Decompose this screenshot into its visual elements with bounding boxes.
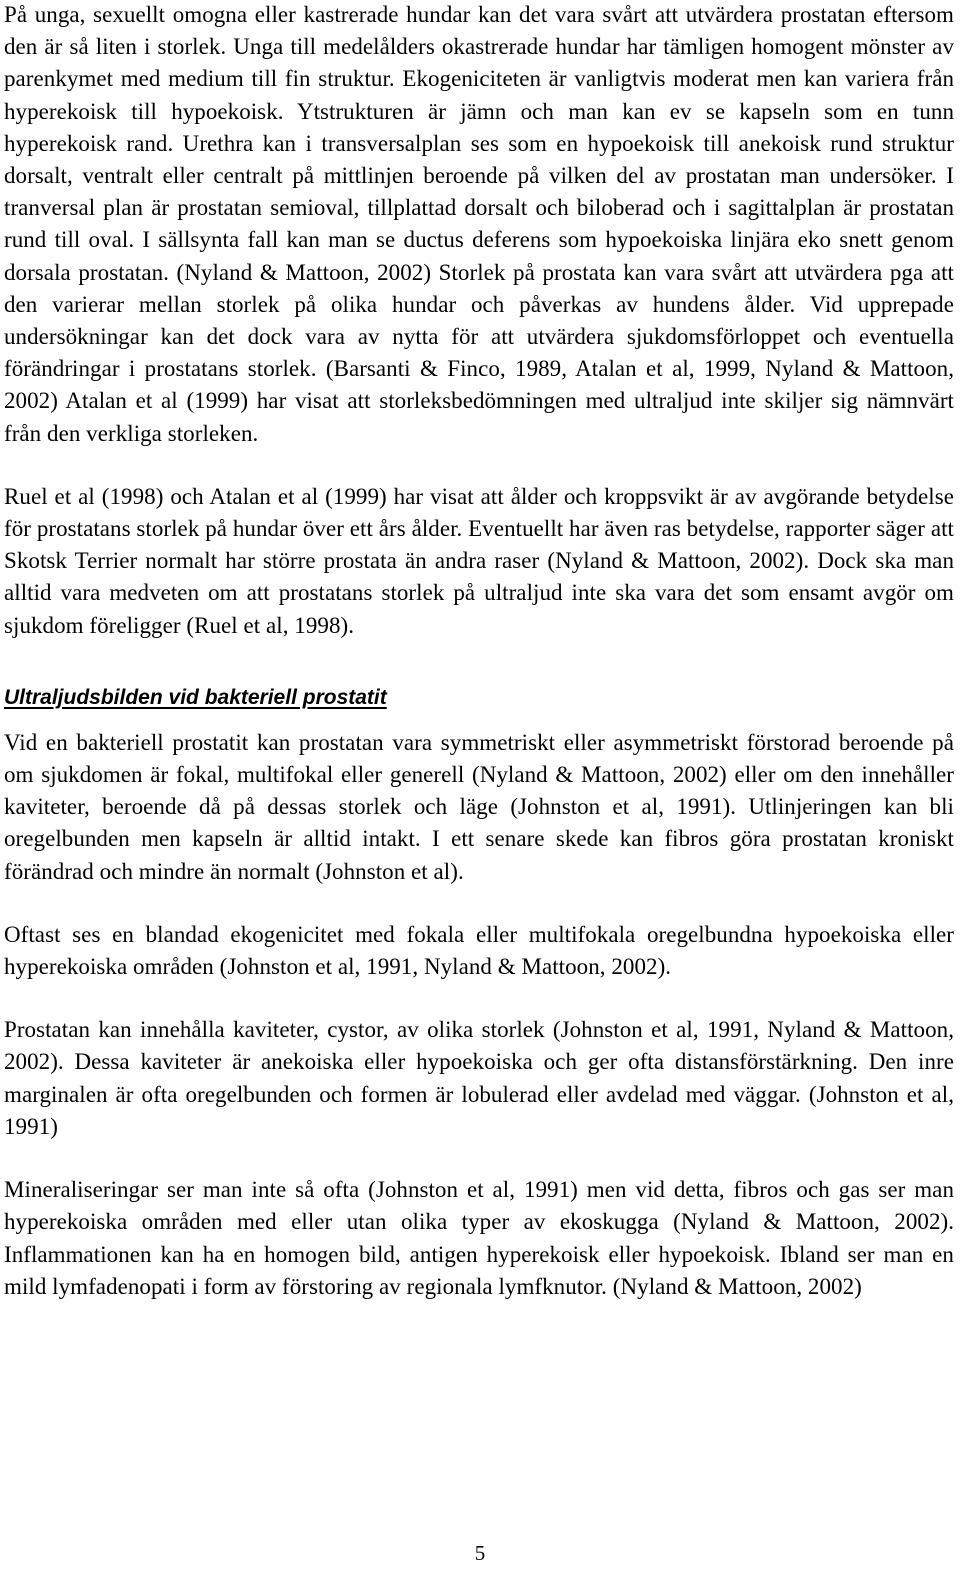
paragraph-echogenicity: Oftast ses en blandad ekogenicitet med fokala eller multifokala oregelbundna hypoekoiska eller hyperekoiska områden (Johnston et al, 1991, Nyland & Mattoon, 2002).	[4, 921, 954, 980]
paragraph-mineralization: Mineraliseringar ser man inte så ofta (Johnston et al, 1991) men vid detta, fibros och gas ser man hyperekoiska områden med eller utan olika typer av ekoskugga (Nyland & Mattoon, 2002). Inflammationen kan ha en homogen bild, antigen hyperekoisk eller hypoekoisk. Ibland ser man en mild lymfadenopati i form av förstoring av regionala lymfknutor. (Nyland & Mattoon, 2002)	[4, 1177, 954, 1299]
page-number: 5	[474, 1541, 486, 1565]
paragraph-prostate-size-factors: Ruel et al (1998) och Atalan et al (1999) har visat att ålder och kroppsvikt är av avgörande betydelse för prostatans storlek på hundar över ett års ålder. Eventuellt har även ras betydelse, rapporter säger att Skotsk Terrier normalt har större prostata än andra raser (Nyland & Mattoon, 2002). Dock ska man alltid vara medveten om att prostatans storlek på ultraljud inte ska vara det som ensamt avgör om sjukdom föreligger (Ruel et al, 1998).	[4, 483, 954, 638]
paragraph-cavities: Prostatan kan innehålla kaviteter, cystor, av olika storlek (Johnston et al, 1991, Nyland & Mattoon, 2002). Dessa kaviteter är anekoiska eller hypoekoiska och ger ofta distansförstärkning. Den inre marginalen är ofta oregelbunden och formen är lobulerad eller avdelad med väggar. (Johnston et al, 1991)	[4, 1017, 954, 1139]
document-page	[4, 0, 954, 1303]
section-heading: Ultraljudsbilden vid bakteriell prostatit	[4, 685, 387, 709]
paragraph-bacterial-prostatitis-shape: Vid en bakteriell prostatit kan prostatan vara symmetriskt eller asymmetriskt förstorad beroende på om sjukdomen är fokal, multifokal eller generell (Nyland & Mattoon, 2002) eller om den innehåller kaviteter, beroende då på dessas storlek och läge (Johnston et al, 1991). Utlinjeringen kan bli oregelbunden men kapseln är alltid intakt. I ett senare skede kan fibros göra prostatan kroniskt förändrad och mindre än normalt (Johnston et al).	[4, 729, 954, 884]
paragraph-prostate-normal-anatomy: På unga, sexuellt omogna eller kastrerade hundar kan det vara svårt att utvärdera prostatan eftersom den är så liten i storlek. Unga till medelålders okastrerade hundar har tämligen homogent mönster av parenkymet med medium till fin struktur. Ekogeniciteten är vanligtvis moderat men kan variera från hyperekoisk till hypoekoisk. Ytstrukturen är jämn och man kan ev se kapseln som en tunn hyperekoisk rand. Urethra kan i transversalplan ses som en hypoekoisk till anekoisk rund struktur dorsalt, ventralt eller centralt på mittlinjen beroende på vilken del av prostatan man undersöker. I tranversal plan är prostatan semioval, tillplattad dorsalt och biloberad och i sagittalplan är prostatan rund till oval. I sällsynta fall kan man se ductus deferens som hypoekoiska linjära eko snett genom dorsala prostatan. (Nyland & Mattoon, 2002) Storlek på prostata kan vara svårt att utvärdera pga att den varierar mellan storlek på olika hundar och påverkas av hundens ålder. Vid upprepade undersökningar kan det dock vara av nytta för att utvärdera sjukdomsförloppet och eventuella förändringar i prostatans storlek. (Barsanti & Finco, 1989, Atalan et al, 1999, Nyland & Mattoon, 2002) Atalan et al (1999) har visat att storleksbedömningen med ultraljud inte skiljer sig nämnvärt från den verkliga storleken.	[4, 2, 954, 446]
